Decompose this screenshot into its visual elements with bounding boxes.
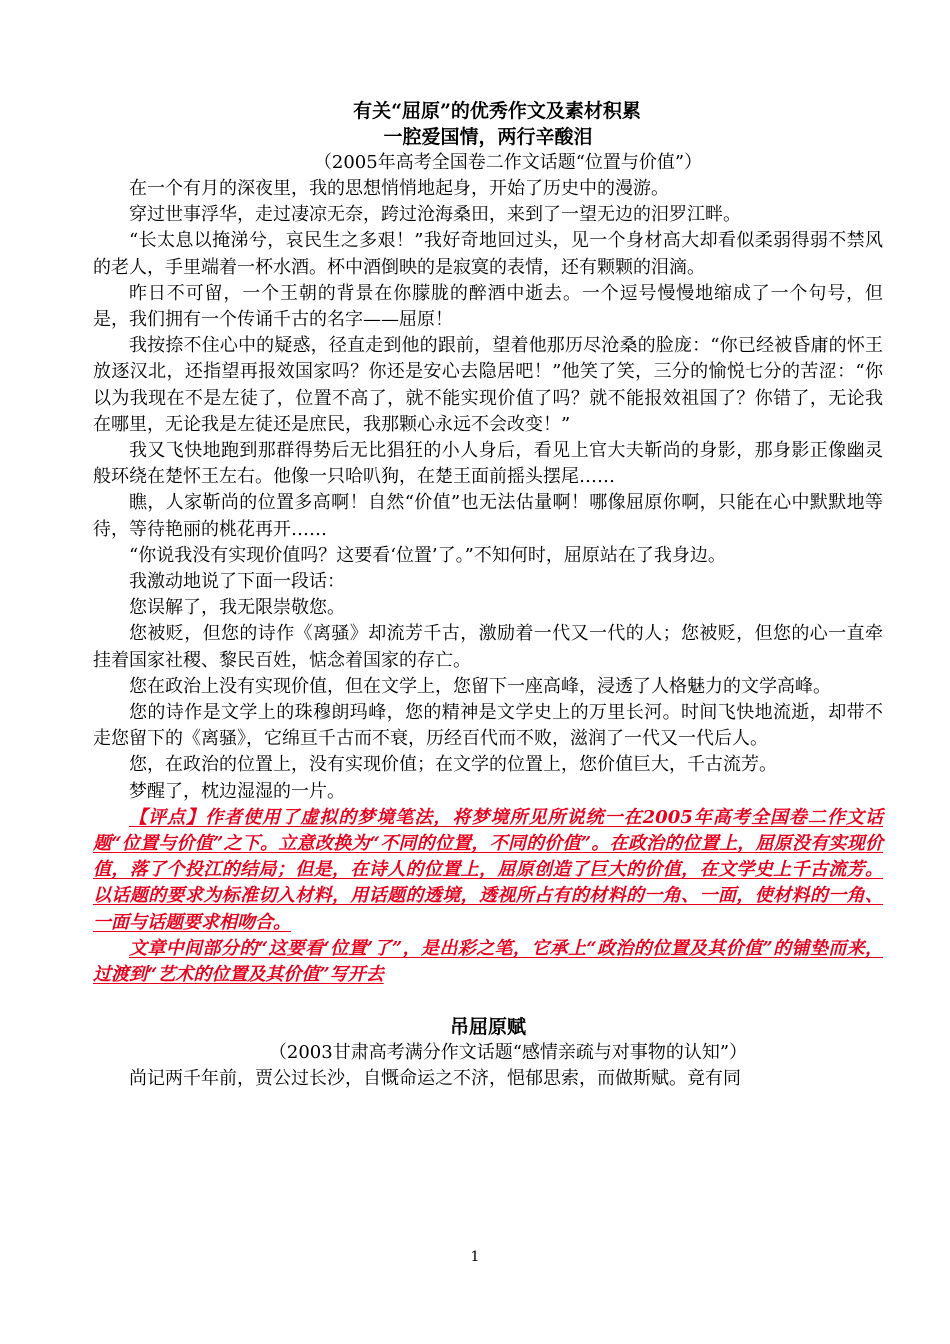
essay-1-paragraph: 您误解了，我无限崇敬您。 xyxy=(129,597,345,619)
document-body xyxy=(93,98,883,1093)
essay-1-paragraph: 您被贬，但您的诗作《离骚》却流芳千古，激励着一代又一代的人；您被贬，但您的心一直牵挂着国家社稷、黎民百姓，惦念着国家的存亡。 xyxy=(93,623,883,671)
essay-1-paragraph: 我激动地说了下面一段话： xyxy=(129,571,345,593)
essay-1-paragraph: 我按捺不住心中的疑惑，径直走到他的跟前，望着他那历尽沧桑的脸庞：“你已经被昏庸的怀王放逐汉北，还指望再报效国家吗？你还是安心去隐居吧！”他笑了笑，三分的愉悦七分的苦涩：“你以为我现在不是左徒了，位置不高了，就不能实现价值了吗？就不能报效祖国了？你错了，无论我在哪里，无论我是左徒还是庶民，我那颗心永远不会改变！” xyxy=(93,335,883,435)
essay-1-paragraph: 梦醒了，枕边湿湿的一片。 xyxy=(129,780,345,802)
essay-1-paragraph: “长太息以掩涕兮，哀民生之多艰！”我好奇地回过头，见一个身材高大却看似柔弱得弱不禁风的老人，手里端着一杯水酒。杯中酒倒映的是寂寞的表情，还有颗颗的泪滴。 xyxy=(93,230,883,278)
essay-1-paragraph: 您的诗作是文学上的珠穆朗玛峰，您的精神是文学史上的万里长河。时间飞快地流逝，却带不走您留下的《离骚》，它绵亘千古而不衰，历经百代而不败，滋润了一代又一代后人。 xyxy=(93,702,883,750)
essay-1-subtitle: （2005年高考全国卷二作文话题“位置与价值”） xyxy=(313,152,703,173)
document-title: 有关“屈原”的优秀作文及素材积累 xyxy=(353,100,641,122)
essay-1-comment: 文章中间部分的“这要看‘位置’了”，是出彩之笔，它承上“政治的位置及其价值”的铺垫而来，过渡到“艺术的位置及其价值”写开去 xyxy=(93,937,883,986)
essay-1-paragraph: 昨日不可留，一个王朝的背景在你朦胧的醉酒中逝去。一个逗号慢慢地缩成了一个句号，但是，我们拥有一个传诵千古的名字——屈原！ xyxy=(93,282,883,331)
essay-1-paragraph: 在一个有月的深夜里，我的思想悄悄地起身，开始了历史中的漫游。 xyxy=(129,178,669,199)
essay-1-comment: 【评点】作者使用了虚拟的梦境笔法，将梦境所见所说统一在2005年高考全国卷二作文话题“位置与价值”之下。立意改换为“不同的位置，不同的价值”。在政治的位置上，屈原没有实现价值，落了个投江的结局；但是，在诗人的位置上，屈原创造了巨大的价值，在文学史上千古流芳。以话题的要求为标准切入材料，用话题的透境，透视所占有的材料的一角、一面，使材料的一角、一面与话题要求相吻合。 xyxy=(93,806,883,933)
essay-1-title: 一腔爱国情，两行辛酸泪 xyxy=(383,126,593,148)
essay-1-paragraph: 瞧，人家靳尚的位置多高啊！自然“价值”也无法估量啊！哪像屈原你啊，只能在心中默默地等待，等待艳丽的桃花再开…… xyxy=(93,492,883,540)
essay-2-paragraph: 尚记两千年前，贾公过长沙，自慨命运之不济，悒郁思索，而做斯赋。竟有同 xyxy=(129,1068,741,1090)
essay-1-paragraph: 我又飞快地跑到那群得势后无比猖狂的小人身后，看见上官大夫靳尚的身影，那身影正像幽灵般环绕在楚怀王左右。他像一只哈叭狗，在楚王面前摇头摆尾…… xyxy=(93,440,883,488)
page-number: 1 xyxy=(470,1249,480,1265)
essay-2-subtitle: （2003甘肃高考满分作文话题“感情亲疏与对事物的认知”） xyxy=(268,1042,748,1064)
essay-1-paragraph: 您在政治上没有实现价值，但在文学上，您留下一座高峰，浸透了人格魅力的文学高峰。 xyxy=(129,675,831,697)
essay-1-paragraph: “你说我没有实现价值吗？这要看‘位置’了。”不知何时，屈原站在了我身边。 xyxy=(129,544,726,566)
essay-1-paragraph: 您，在政治的位置上，没有实现价值；在文学的位置上，您价值巨大，千古流芳。 xyxy=(129,754,777,776)
essay-1-paragraph: 穿过世事浮华，走过凄凉无奈，跨过沧海桑田，来到了一望无边的汨罗江畔。 xyxy=(129,204,741,226)
essay-2-title: 吊屈原赋 xyxy=(449,1016,526,1039)
section-spacer xyxy=(93,988,883,1014)
